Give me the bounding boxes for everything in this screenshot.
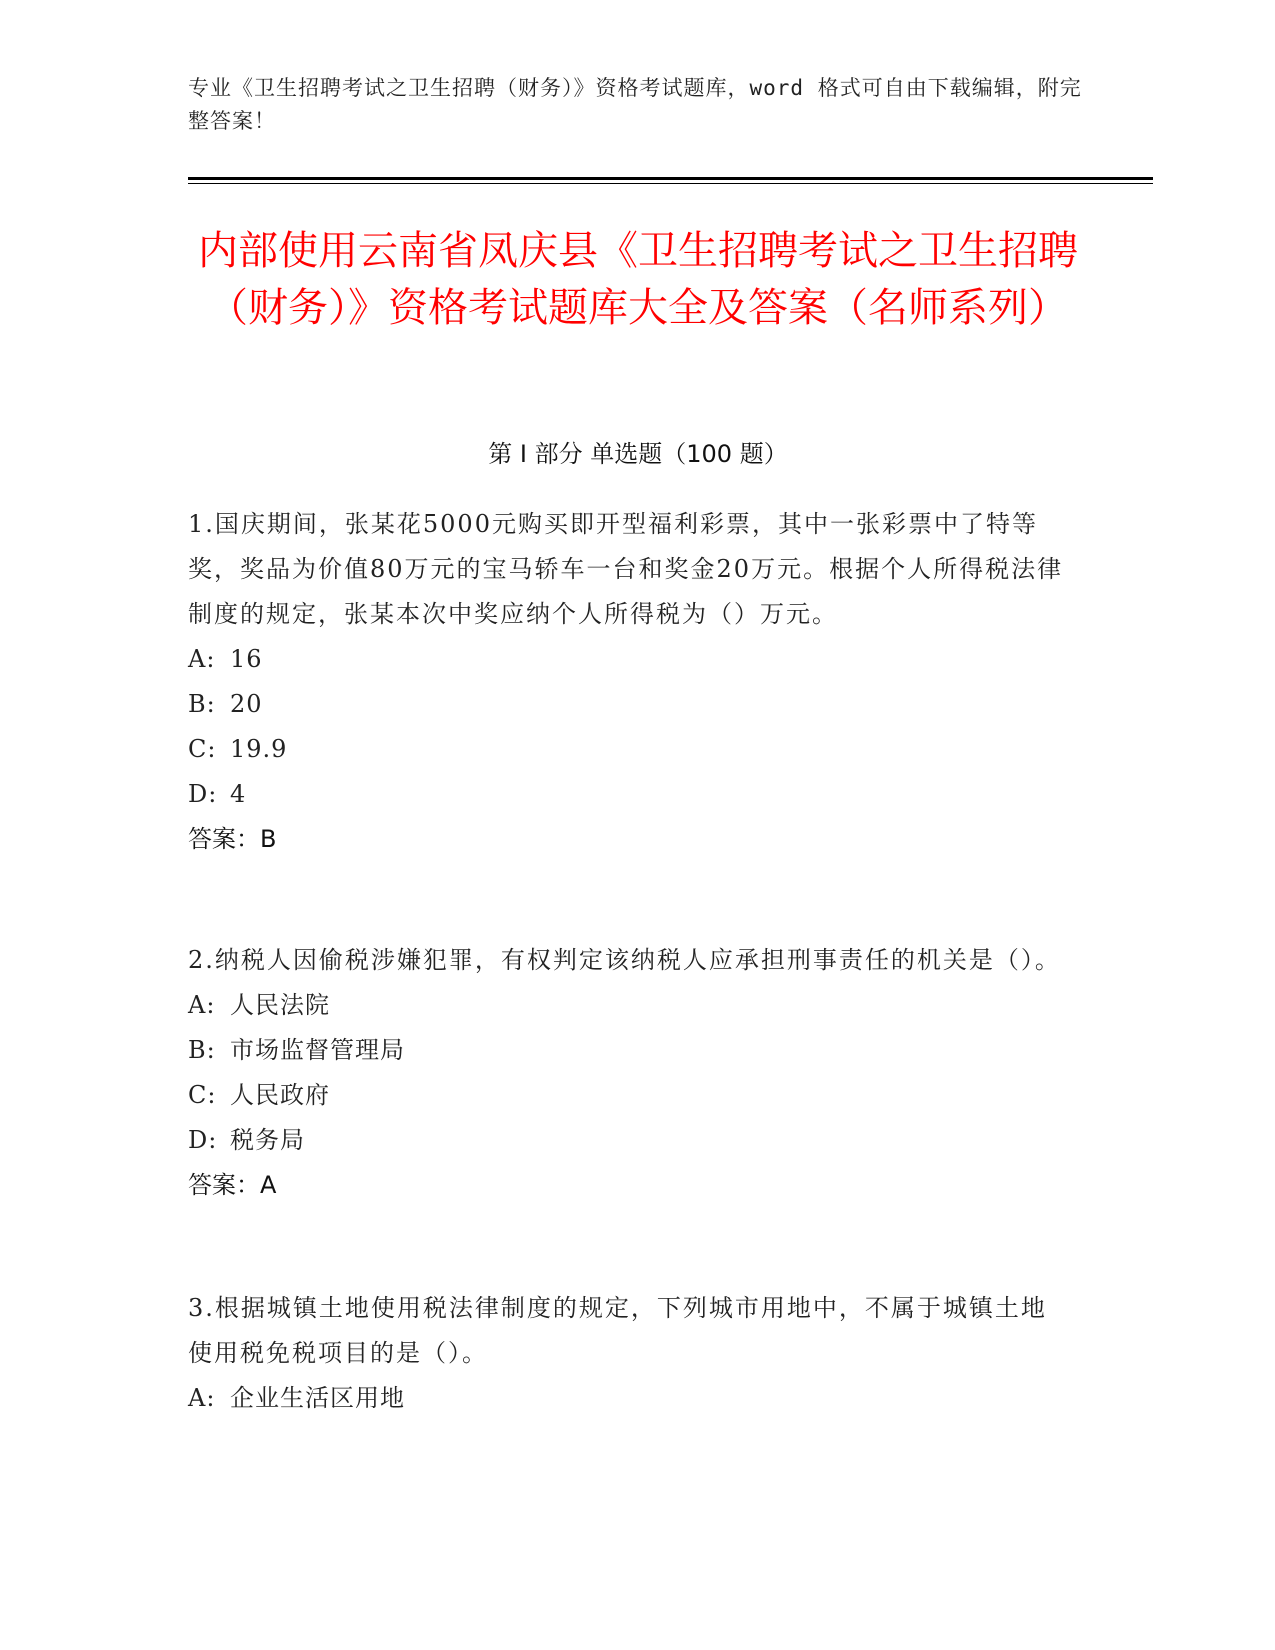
option-d (188, 1118, 1068, 1163)
option-text: 市场监督管理局 (230, 1036, 405, 1064)
option-c (188, 727, 1068, 772)
option-text: 人民政府 (230, 1081, 330, 1109)
option-b (188, 682, 1068, 727)
option-b (188, 1028, 1068, 1073)
answer-line: 答案：B (188, 825, 277, 853)
answer-line: 答案：A (188, 1171, 277, 1199)
option-letter: B: (188, 1036, 216, 1064)
question-1 (188, 502, 1068, 862)
option-a (188, 983, 1068, 1028)
option-letter: A: (188, 991, 216, 1019)
option-text: 4 (230, 780, 247, 808)
option-a (188, 637, 1068, 682)
option-letter: C: (188, 1081, 217, 1109)
header-divider-thin (188, 183, 1153, 184)
question-stem: 2.纳税人因偷税涉嫌犯罪，有权判定该纳税人应承担刑事责任的机关是（）。 (188, 946, 1061, 974)
option-text: 企业生活区用地 (230, 1384, 405, 1412)
header-note: 专业《卫生招聘考试之卫生招聘（财务）》资格考试题库，word 格式可自由下载编辑，附完整答案！ (188, 76, 1082, 133)
option-letter: D: (188, 780, 218, 808)
document-title: 内部使用云南省凤庆县《卫生招聘考试之卫生招聘（财务）》资格考试题库大全及答案（名师系列） (198, 228, 1078, 331)
question-2 (188, 938, 1068, 1208)
question-stem: 3.根据城镇土地使用税法律制度的规定，下列城市用地中，不属于城镇土地使用税免税项目的是（）。 (188, 1294, 1047, 1367)
option-a (188, 1376, 1068, 1421)
question-3 (188, 1286, 1068, 1421)
option-text: 16 (230, 645, 263, 673)
option-text: 20 (230, 690, 263, 718)
option-letter: A: (188, 645, 216, 673)
option-letter: C: (188, 735, 217, 763)
option-letter: B: (188, 690, 216, 718)
option-text: 人民法院 (230, 991, 330, 1019)
option-letter: D: (188, 1126, 218, 1154)
option-d (188, 772, 1068, 817)
option-text: 19.9 (230, 735, 288, 763)
section-title: 第 I 部分 单选题（100 题） (488, 440, 788, 468)
option-c (188, 1073, 1068, 1118)
option-text: 税务局 (230, 1126, 305, 1154)
question-stem: 1.国庆期间，张某花5000元购买即开型福利彩票，其中一张彩票中了特等奖，奖品为价值80万元的宝马轿车一台和奖金20万元。根据个人所得税法律制度的规定，张某本次中奖应纳个人所得税为（）万元。 (188, 510, 1064, 628)
option-letter: A: (188, 1384, 216, 1412)
header-divider-thick (188, 177, 1153, 180)
